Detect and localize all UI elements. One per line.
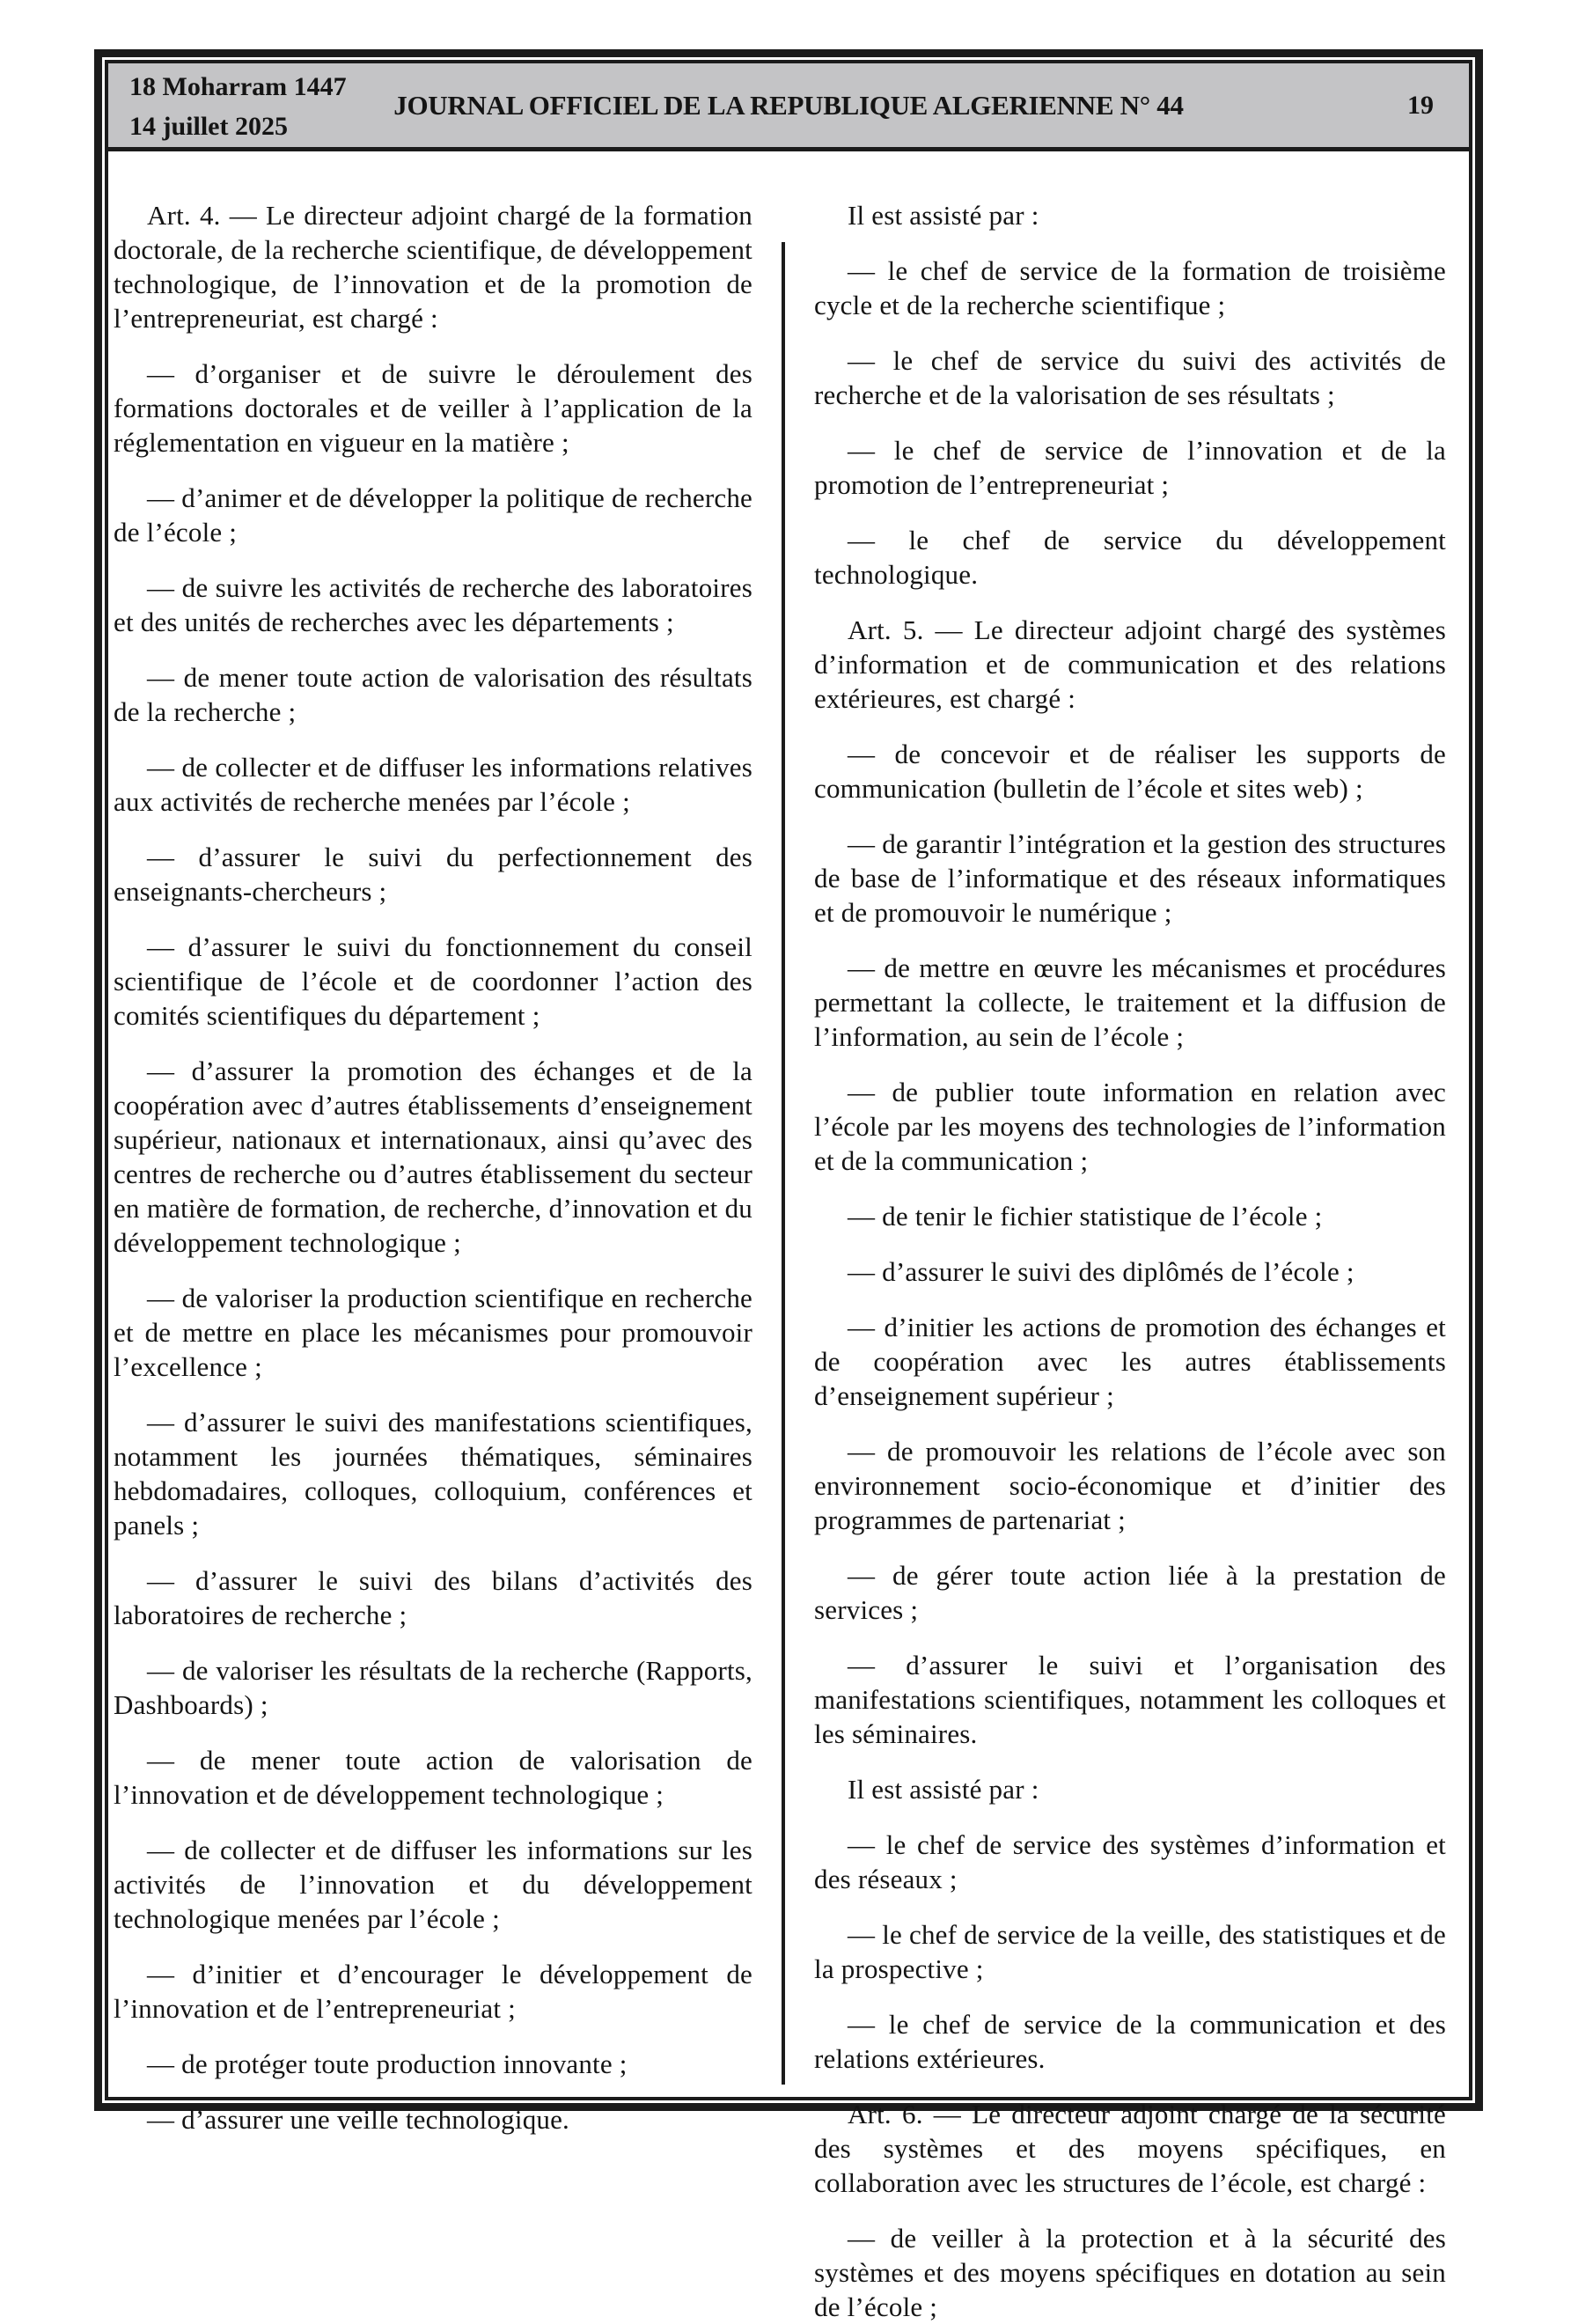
paragraph: — de valoriser la production scientifique en recherche et de mettre en place les mécanismes pour promouvoir l’excellence ; — [114, 1283, 752, 1382]
article-paragraph: Art. 6. — Le directeur adjoint chargé de la sécurité des systèmes et des moyens spécifiques, en collaboration avec les structures de l’école, est chargé : — [814, 2099, 1446, 2198]
paragraph: — le chef de service de la veille, des statistiques et de la prospective ; — [814, 1919, 1446, 1984]
paragraph: — de mener toute action de valorisation de l’innovation et de développement technologique ; — [114, 1745, 752, 1810]
page-frame-outer — [94, 49, 1483, 2322]
paragraph: — de garantir l’intégration et la gestion des structures de base de l’informatique et des réseaux informatiques et de promouvoir le numérique ; — [814, 828, 1446, 928]
paragraph: — le chef de service de l’innovation et de la promotion de l’entrepreneuriat ; — [814, 435, 1446, 500]
journal-title: JOURNAL OFFICIEL DE LA REPUBLIQUE ALGERIENNE N° 44 — [393, 89, 1184, 121]
paragraph: — de publier toute information en relation avec l’école par les moyens des technologies de l’information et de la communication ; — [814, 1077, 1446, 1176]
page-header — [108, 63, 1469, 151]
article-paragraph: Art. 4. — Le directeur adjoint chargé de la formation doctorale, de la recherche scientifique, de développement technologique, de l’innovation et de la promotion de l’entrepreneuriat, est chargé : — [114, 200, 752, 334]
paragraph: — d’assurer la promotion des échanges et de la coopération avec d’autres établissements d’enseignement supérieur, nationaux et internationaux, ainsi qu’avec des centres de recherche ou d’autres établissement du secteur en matière de formation, de recherche, d’innovation et du développement technologique ; — [114, 1055, 752, 1258]
paragraph: — de mettre en œuvre les mécanismes et procédures permettant la collecte, le traitement et la diffusion de l’information, au sein de l’école ; — [814, 952, 1446, 1052]
paragraph: — de collecter et de diffuser les informations sur les activités de l’innovation et du développement technologique menées par l’école ; — [114, 1835, 752, 1934]
paragraph: — le chef de service des systèmes d’information et des réseaux ; — [814, 1829, 1446, 1894]
paragraph: — d’assurer le suivi et l’organisation des manifestations scientifiques, notamment les colloques et les séminaires. — [814, 1650, 1446, 1749]
paragraph: — de promouvoir les relations de l’école avec son environnement socio-économique et d’initier des programmes de partenariat ; — [814, 1436, 1446, 1535]
paragraph: Il est assisté par : — [848, 200, 1039, 231]
date-hijri: 18 Moharram 1447 — [129, 72, 347, 101]
paragraph: — d’animer et de développer la politique de recherche de l’école ; — [114, 482, 752, 548]
paragraph: — d’assurer le suivi du fonctionnement du conseil scientifique de l’école et de coordonner l’action des comités scientifiques du département ; — [114, 931, 752, 1031]
paragraph: — de veiller à la protection et à la sécurité des systèmes et des moyens spécifiques en dotation au sein de l’école ; — [814, 2223, 1446, 2322]
paragraph: — de tenir le fichier statistique de l’école ; — [848, 1201, 1323, 1232]
paragraph: — de valoriser les résultats de la recherche (Rapports, Dashboards) ; — [114, 1655, 752, 1720]
text-columns — [108, 151, 1469, 2322]
date-gregorian: 14 juillet 2025 — [129, 112, 288, 141]
paragraph: — d’organiser et de suivre le déroulement des formations doctorales et de veiller à l’application de la réglementation en vigueur en la matière ; — [114, 358, 752, 458]
paragraph: — le chef de service du développement technologique. — [814, 525, 1446, 590]
right-column — [785, 198, 1469, 2322]
left-column — [108, 198, 782, 2135]
paragraph: — d’assurer le suivi des diplômés de l’école ; — [848, 1256, 1354, 1287]
paragraph: — de suivre les activités de recherche des laboratoires et des unités de recherches avec les départements ; — [114, 572, 752, 637]
paragraph: — d’initier et d’encourager le développement de l’innovation et de l’entrepreneuriat ; — [114, 1959, 752, 2024]
page-number: 19 — [1407, 90, 1434, 120]
paragraph: — d’assurer le suivi des bilans d’activités des laboratoires de recherche ; — [114, 1565, 752, 1630]
paragraph: — d’assurer le suivi des manifestations scientifiques, notamment les journées thématiques, séminaires hebdomadaires, colloques, colloquium, conférences et panels ; — [114, 1407, 752, 1541]
paragraph: — de mener toute action de valorisation des résultats de la recherche ; — [114, 662, 752, 727]
paragraph: — d’assurer le suivi du perfectionnement des enseignants-chercheurs ; — [114, 842, 752, 907]
paragraph: — de gérer toute action liée à la prestation de services ; — [814, 1560, 1446, 1625]
article-paragraph: Art. 5. — Le directeur adjoint chargé des systèmes d’information et de communication et des relations extérieures, est chargé : — [814, 614, 1446, 714]
page-frame-inner — [105, 60, 1472, 2322]
paragraph: — d’assurer une veille technologique. — [147, 2104, 569, 2135]
paragraph: — d’initier les actions de promotion des échanges et de coopération avec les autres établissements d’enseignement supérieur ; — [814, 1312, 1446, 1411]
paragraph: — de concevoir et de réaliser les supports de communication (bulletin de l’école et sites web) ; — [814, 739, 1446, 804]
paragraph: — le chef de service de la communication et des relations extérieures. — [814, 2009, 1446, 2074]
paragraph: — de collecter et de diffuser les informations relatives aux activités de recherche menées par l’école ; — [114, 752, 752, 817]
paragraph: — le chef de service de la formation de troisième cycle et de la recherche scientifique ; — [814, 255, 1446, 320]
paragraph: — le chef de service du suivi des activités de recherche et de la valorisation de ses résultats ; — [814, 345, 1446, 410]
paragraph: — de protéger toute production innovante ; — [147, 2048, 628, 2079]
paragraph: Il est assisté par : — [848, 1774, 1039, 1805]
